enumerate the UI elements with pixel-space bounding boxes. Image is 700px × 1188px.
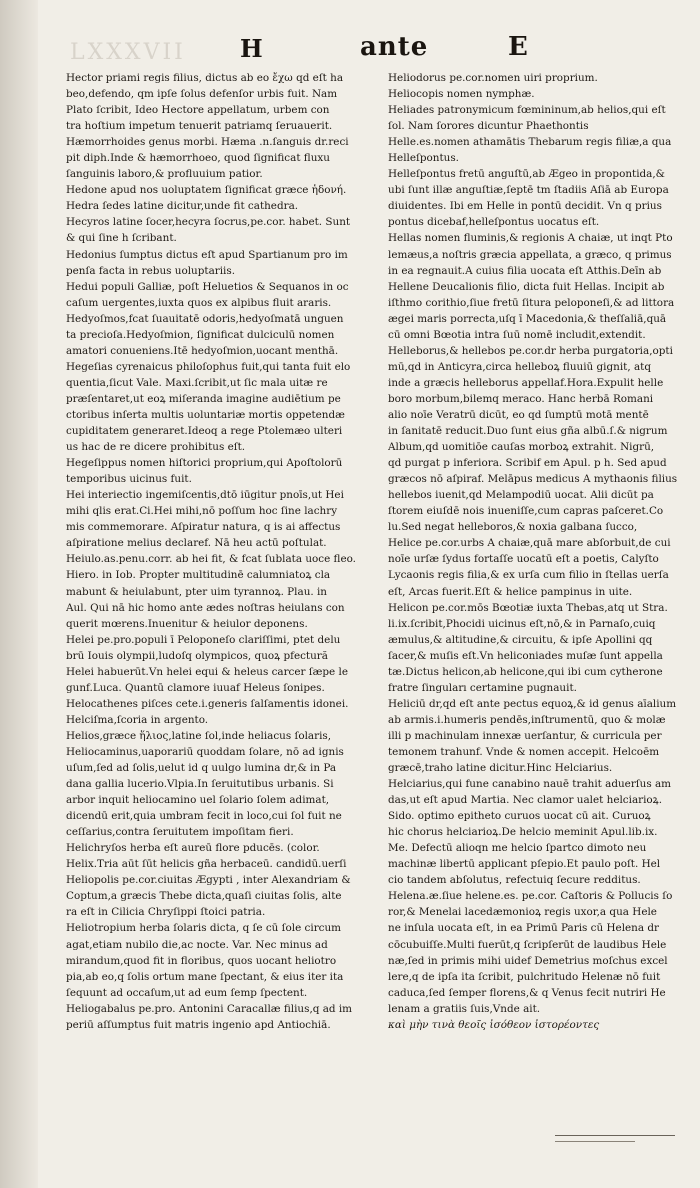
- text-line: dana gallia lucerio.Vlpia.In ſeruitutibus urbanis. Si: [66, 778, 334, 791]
- text-line: Hedyoſmos,fcat ſuauitatē odoris,hedyoſmatā unguen: [66, 312, 344, 325]
- text-line: Plato ſcribit, Ideo Hectore appellatum, urbem con: [66, 104, 330, 117]
- text-line: tæ.Dictus helicon,ab helicone,qui ibi cum cytherone: [388, 665, 663, 678]
- text-line: ſtorem eiuſdē nois inueniſſe,cum capras paſceret.Co: [388, 505, 664, 518]
- text-line: uſum,ſed ad ſolis,uelut id q uulgo lumina dr,& in Pa: [66, 762, 337, 775]
- text-line: mū,qd in Anticyra,circa helleboꝝ fluuiū gignit, atq: [388, 360, 651, 373]
- text-line: Hedra ſedes latine dicitur,unde fit cathedra.: [66, 200, 299, 213]
- text-line: eſt, Arcas fuerit.Eſt & helice pampinus in uite.: [388, 585, 633, 598]
- text-line: Hæmorrhoides genus morbi. Hæma .n.ſanguis dr.reci: [66, 136, 349, 149]
- text-line: Helleſpontus fretū anguſtū,ab Ægeo in propontida,&: [388, 168, 665, 181]
- text-line: pia,ab eo,q ſolis ortum mane ſpectant, & eius iter ita: [66, 970, 344, 983]
- text-line: Helei pe.pro.populi ī Peloponeſo clariſſimi, ptet delu: [66, 633, 341, 646]
- text-line: penſa facta in rebus uoluptariis.: [66, 264, 236, 277]
- header-letter-left: H: [240, 34, 263, 63]
- text-line: quentia,ſicut Vale. Maxi.ſcribit,ut ſic mala uitæ re: [66, 376, 328, 389]
- text-line: ægei maris porrecta,uſq ī Macedonia,& theſſaliā,quā: [388, 312, 667, 325]
- text-line: ſequunt ad occaſum,ut ad eum ſemp ſpectent.: [66, 986, 308, 999]
- text-line: ne inſula uocata eſt, in ea Primū Paris cū Helena dr: [388, 922, 659, 935]
- text-line: Helix.Tria aūt ſūt helicis gña herbaceū. candidū.uerſi: [66, 858, 347, 871]
- text-line: caduca,ſed ſemper florens,& q Venus fecit nutriri He: [388, 986, 666, 999]
- text-line: in ſanitatē reducit.Duo ſunt eius gña albū.ſ.& nigrum: [388, 425, 668, 438]
- text-line: Heliciū dr,qd eſt ante pectus equoꝝ,& id genus aīalium: [388, 697, 677, 710]
- text-line: Heliodorus pe.cor.nomen uiri proprium.: [388, 72, 598, 84]
- text-line: lere,q de ipſa ita ſcribit, pulchritudo Helenæ nō fuit: [388, 970, 661, 983]
- text-line: noīe urſæ ſydus fortaſſe uocatū eſt a poetis, Calyſto: [388, 553, 659, 566]
- right-column: [388, 70, 693, 1033]
- text-line: Heliocopis nomen nymphæ.: [388, 88, 535, 101]
- text-line: Heliogabalus pe.pro. Antonini Caracallæ filius,q ad im: [66, 1002, 353, 1015]
- text-line: us hac de re dicere prohibitus eſt.: [66, 441, 246, 454]
- text-line: cōcubuiſſe.Multi fuerūt,q ſcripſerūt de laudibus Hele: [388, 938, 667, 951]
- text-line: Sido. optimo epitheto curuos uocat cū ait. Curuoꝝ: [388, 810, 651, 823]
- text-line: ſacer,& muſis eſt.Vn heliconiades muſæ ſunt appella: [388, 649, 663, 662]
- header-title: ante: [360, 32, 429, 62]
- text-line: Helena.æ.ſiue helene.es. pe.cor. Caſtoris & Pollucis ſo: [388, 890, 673, 903]
- text-line: Hedui populi Galliæ, poſt Heluetios & Sequanos in oc: [66, 280, 349, 293]
- text-line: agat,etiam nubilo die,ac nocte. Var. Nec minus ad: [66, 938, 328, 951]
- text-line: Hedonius ſumptus dictus eſt apud Spartianum pro im: [66, 248, 348, 261]
- text-line: gunf.Luca. Quantū clamore iuuaf Heleus ſonipes.: [66, 681, 325, 694]
- text-line: æmulus,& altitudine,& circuitu, & ipſe Apollini qq: [388, 633, 653, 646]
- bleed-through-text: LXXXVII: [70, 40, 186, 65]
- text-line: Hedone apud nos uoluptatem ſignificat græce ἡδονή.: [66, 184, 347, 197]
- text-line: querit mœrens.Inuenitur & heiulor deponens.: [66, 617, 308, 630]
- text-line: ceſſarius,contra ſeruitutem impoſitam fieri.: [66, 826, 294, 839]
- text-line: lu.Sed negat helleboros,& noxia galbana ſucco,: [388, 521, 638, 534]
- text-line: temporibus uicinus fuit.: [66, 473, 192, 486]
- text-line: Helocathenes piſces cete.i.generis ſalſamentis idonei.: [66, 697, 349, 710]
- text-line: iſthmo corithio,ſiue fretū ſitura peloponeſi,& ad littora: [388, 296, 675, 309]
- text-line: cio tandem abſolutus, refectuiq ſecure redditus.: [388, 874, 641, 887]
- text-line: Helicon pe.cor.mōs Bœotiæ iuxta Thebas,atq ut Stra.: [388, 601, 668, 614]
- text-line: Hector priami regis filius, dictus ab eo ἔχω qd eſt ha: [66, 72, 344, 84]
- text-line: lemæus,a noſtris græcia appellata, a græco, q primus: [388, 248, 672, 261]
- text-line: Heliopolis pe.cor.ciuitas Ægypti , inter Alexandriam &: [66, 874, 351, 887]
- text-line: pit diph.Inde & hæmorrhoeo, quod ſignificat fluxu: [66, 152, 330, 165]
- text-line: græcē,traho latine dicitur.Hinc Helciarius.: [388, 762, 613, 775]
- binding-gutter: [0, 0, 38, 1188]
- text-line: mihi qlis erat.Ci.Hei mihi,nō poſſum hoc ſine lachry: [66, 505, 338, 518]
- text-line: ubi ſunt illæ anguſtiæ,ſeptē tm ſtadiis Aſiā ab Europa: [388, 184, 669, 197]
- text-line: ſol. Nam ſorores dicuntur Phaethontis: [388, 120, 589, 133]
- text-line: fratre ſinguları certamine pugnauit.: [388, 681, 577, 694]
- text-line: machinæ libertū applicant pſepio.Et paulo poſt. Hel: [388, 858, 661, 871]
- text-line: Helichryſos herba eſt aureū flore pducēs. (color.: [66, 842, 320, 855]
- text-line: li.ix.ſcribit,Phocidi uicinus eſt,nō,& in Parnaſo,cuiq: [388, 617, 656, 630]
- text-line: Hecyros latine ſocer,hecyra ſocrus,pe.cor. habet. Sunt: [66, 216, 351, 229]
- closing-rule: [555, 1135, 675, 1136]
- text-line: Helciſma,ſcoria in argento.: [66, 713, 209, 726]
- text-line: das,ut eſt apud Martia. Nec clamor ualet helciarioꝝ.: [388, 794, 662, 807]
- text-line: Helios,græce ἥλιος,latine ſol,inde heliacus ſolaris,: [66, 729, 332, 742]
- text-line: græcos nō aſpiraf. Melāpus medicus A mythaonis filius: [388, 473, 678, 486]
- text-line: næ,ſed in primis mihi uidef Demetrius moſchus excel: [388, 954, 668, 967]
- text-line: Me. Defectū alioqn me helcio ſpartco dimoto neu: [388, 842, 647, 855]
- text-line: Aul. Qui nā hic homo ante ædes noſtras heiulans con: [66, 601, 345, 614]
- text-line: diuidentes. Ibi em Helle in pontū decidit. Vn q prius: [388, 200, 662, 213]
- text-line: ra eſt in Cilicia Chryſippi ſtoici patria.: [66, 906, 266, 919]
- text-line: Album,qd uomitiōe cauſas morboꝝ extrahit. Nigrū,: [388, 441, 655, 454]
- text-line: mabunt & heiulabunt, pter uim tyrannoꝝ. Plau. in: [66, 585, 328, 598]
- text-line: cupiditatem generaret.Ideoq a rege Ptolemæo ulteri: [66, 425, 343, 438]
- text-line: Hellas nomen fluminis,& regionis A chaiæ, ut inqt Pto: [388, 232, 673, 245]
- text-line: alio noīe Veratrū dicūt, eo qd ſumptū motā mentē: [388, 408, 649, 421]
- text-line: Hellene Deucalionis filio, dicta fuit Hellas. Incipit ab: [388, 280, 665, 293]
- text-line: Coptum,a græcis Thebe dicta,quaſi ciuitas ſolis, alte: [66, 890, 342, 903]
- text-line: illi p machinulam innexæ uerſantur, & curricula per: [388, 729, 662, 742]
- text-line: Hiero. in Iob. Propter multitudinē calumniatoꝝ cla: [66, 569, 331, 582]
- text-line: caſum uergentes,iuxta quos ex alpibus fluit araris.: [66, 296, 332, 309]
- text-line: Hegeſippus nomen hiſtorici proprium,qui Apoſtolorū: [66, 457, 343, 470]
- page-header: [0, 30, 700, 70]
- text-line: temonem trahunf. Vnde & nomen accepit. Helcoēm: [388, 745, 660, 758]
- text-line: beo,defendo, qm ipſe ſolus defenſor urbis fuit. Nam: [66, 88, 338, 101]
- text-line: præſentaret,ut eoꝝ miſeranda imagine audiētium pe: [66, 392, 341, 405]
- text-line: arbor inquit heliocamino uel ſolario ſolem adimat,: [66, 794, 330, 807]
- header-letter-right: E: [508, 32, 528, 62]
- text-line: Hei interiectio ingemiſcentis,dtō iūgitur pnoīs,ut Hei: [66, 489, 344, 502]
- text-line: lenam a gratiis ſuis,Vnde ait.: [388, 1002, 541, 1015]
- text-line: Helle.es.nomen athamātis Thebarum regis filiæ,a qua: [388, 136, 672, 149]
- text-line: mirandum,quod fit in floribus, quos uocant heliotro: [66, 954, 337, 967]
- text-line: Lycaonis regis filia,& ex urſa cum filio in ſtellas uerſa: [388, 569, 669, 582]
- text-line: Heliocaminus,uaporariū quoddam ſolare, nō ad ignis: [66, 745, 344, 758]
- text-line: ctoribus inſerta multis uoluntariæ mortis oppetendæ: [66, 408, 345, 421]
- text-line: cū omni Bœotia intra ſuū nomē includit,extendit.: [388, 328, 646, 341]
- text-line: brū Iouis olympii,ludoſq olympicos, quoꝝ pfectură: [66, 649, 328, 662]
- text-line: Helei habuerūt.Vn helei equi & heleus carcer ſæpe le: [66, 665, 348, 678]
- text-line: ror,& Menelai lacedæmonioꝝ regis uxor,a qua Hele: [388, 906, 657, 919]
- text-line: ta precioſa.Hedyoſmion, ſignificat dulciculū nomen: [66, 328, 335, 341]
- text-line: Heliotropium herba ſolaris dicta, q ſe cū ſole circum: [66, 922, 342, 935]
- text-line: Helleborus,& hellebos pe.cor.dr herba purgatoria,opti: [388, 344, 673, 357]
- text-line: amatori conueniens.Itē hedyoſmion,uocant menthā.: [66, 344, 339, 357]
- text-line: Helleſpontus.: [388, 152, 459, 165]
- text-line: Helice pe.cor.urbs A chaiæ,quā mare abſorbuit,de cui: [388, 537, 671, 550]
- text-line: Heliades patronymicum fœmininum,ab helios,qui eſt: [388, 104, 666, 117]
- text-line: hic chorus helciarioꝝ.De helcio meminit Apul.lib.ix.: [388, 826, 658, 839]
- left-column: [66, 70, 382, 1033]
- closing-rule-short: [555, 1141, 635, 1142]
- text-line: hellebos iuenit,qd Melampodiū uocat. Alii dicūt pa: [388, 489, 654, 502]
- text-line: tra hoſtium impetum tenuerit patriamq ſeruauerit.: [66, 120, 333, 133]
- text-line: ab armis.i.humeris pendēs,inſtrumentū, quo & molæ: [388, 713, 666, 726]
- text-line: καὶ μὴν τινὰ θεοῖς ἰσόθεον ἰστορέοντες: [388, 1018, 600, 1031]
- text-line: ſanguinis laboro,& profluuium patior.: [66, 168, 263, 181]
- text-line: Heiulo.as.penu.corr. ab hei fit, & fcat ſublata uoce fleo.: [66, 553, 356, 566]
- text-line: pontus dicebaf,helleſpontus uocatus eſt.: [388, 216, 600, 229]
- text-line: Helciarius,qui fune canabino nauē trahit aduerſus am: [388, 778, 672, 791]
- text-line: Hegeſias cyrenaicus philoſophus fuit,qui tanta fuit elo: [66, 360, 351, 373]
- text-line: aſpiratione melius declaref. Nā heu actū poſtulat.: [66, 537, 327, 550]
- text-line: & qui ſine h ſcribant.: [66, 232, 177, 245]
- text-line: dicendū erit,quia umbram fecit in loco,cui ſol fuit ne: [66, 810, 342, 823]
- text-line: in ea regnauit.A cuius filia uocata eſt Atthis.Deīn ab: [388, 264, 662, 277]
- text-line: periū aſſumptus fuit matris ingenio apd Antiochiā.: [66, 1018, 331, 1031]
- text-line: boro morbum,bilemq meraco. Hanc herbā Romani: [388, 392, 654, 405]
- text-line: mis commemorare. Aſpiratur natura, q is ai affectus: [66, 521, 341, 534]
- text-line: inde a græcis helleborus appellaf.Hora.Expulit helle: [388, 376, 664, 389]
- text-line: qd purgat p inferiora. Scribif em Apul. p h. Sed apud: [388, 457, 667, 470]
